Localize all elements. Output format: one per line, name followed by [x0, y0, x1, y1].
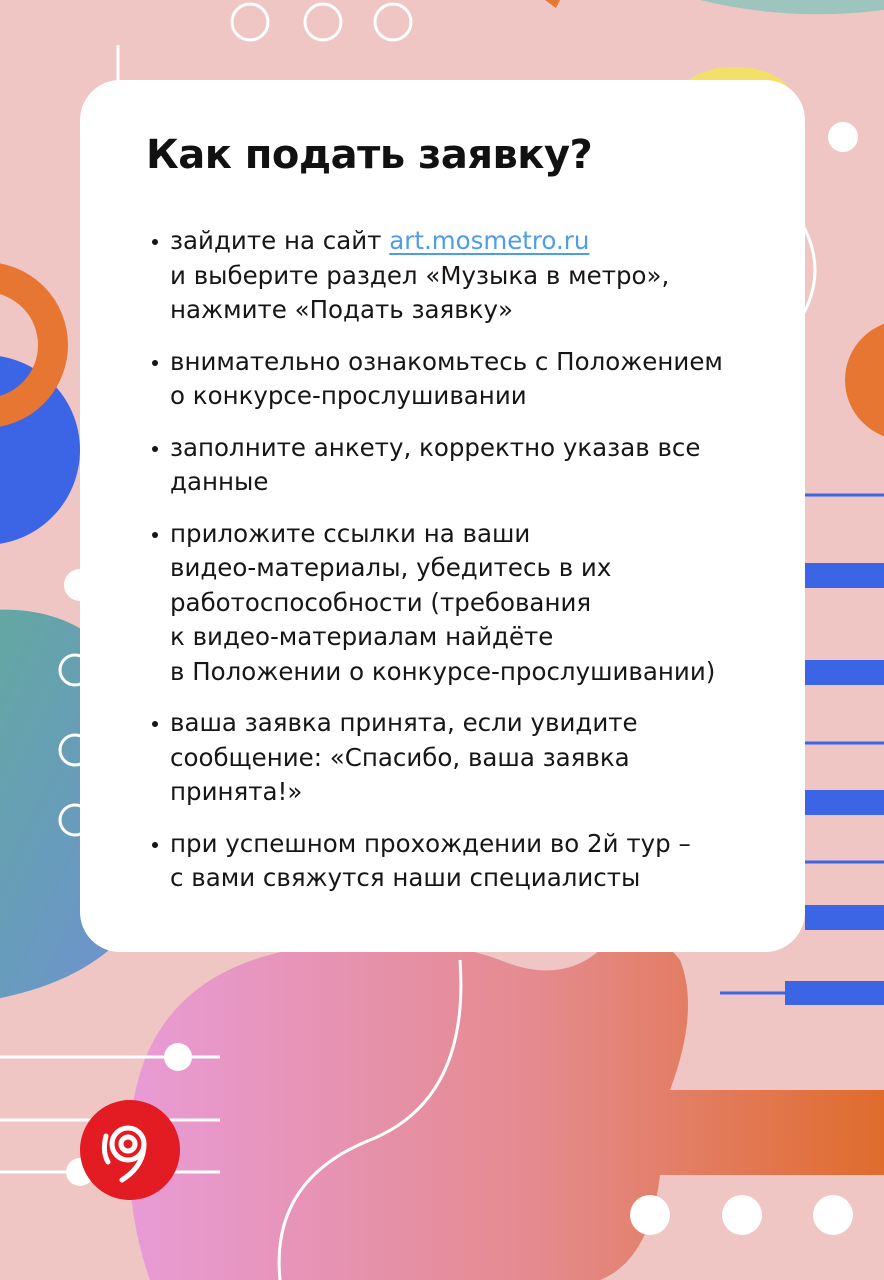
- step-line: нажмите «Подать заявку»: [170, 295, 513, 324]
- step-line: ваша заявка принята, если увидите: [170, 708, 638, 737]
- moscow-metro-logo-icon: [80, 1100, 180, 1200]
- step-line: заполните анкету, корректно указав все: [170, 432, 701, 462]
- step-line: приложите ссылки на ваши: [170, 518, 531, 548]
- step-line: к видео-материалам найдёте: [170, 622, 554, 651]
- step-line: видео-материалы, убедитесь в их: [170, 553, 612, 582]
- bullet-icon: [152, 721, 158, 727]
- step-line: в Положении о конкурсе-прослушивании): [170, 656, 716, 686]
- step-line: принята!»: [170, 777, 303, 806]
- step-line: и выберите раздел «Музыка в метро»,: [170, 260, 670, 290]
- step-line: внимательно ознакомьтесь с Положением: [170, 346, 723, 376]
- step-line: с вами свяжутся наши специалисты: [170, 863, 641, 892]
- step-item: [152, 345, 792, 414]
- step-line: сообщение: «Спасибо, ваша заявка: [170, 742, 630, 772]
- step-item: [152, 224, 792, 328]
- step-line: работоспособности (требования: [170, 587, 592, 617]
- step-text: зайдите на сайт: [170, 226, 390, 255]
- step-line: [170, 224, 792, 259]
- page-title: Как подать заявку?: [146, 132, 593, 178]
- step-item: [152, 517, 792, 690]
- step-line: при успешном прохождении во 2й тур –: [170, 828, 691, 858]
- step-line: данные: [170, 467, 269, 496]
- bullet-icon: [152, 239, 158, 245]
- website-link[interactable]: art.mosmetro.ru: [389, 226, 590, 255]
- step-item: [152, 706, 792, 810]
- bullet-icon: [152, 446, 158, 452]
- steps-list: [152, 224, 792, 913]
- step-line: о конкурсе-прослушивании: [170, 381, 527, 410]
- info-card: [80, 80, 805, 952]
- step-item: [152, 431, 792, 500]
- bullet-icon: [152, 360, 158, 366]
- bullet-icon: [152, 532, 158, 538]
- bullet-icon: [152, 842, 158, 848]
- step-item: [152, 827, 792, 896]
